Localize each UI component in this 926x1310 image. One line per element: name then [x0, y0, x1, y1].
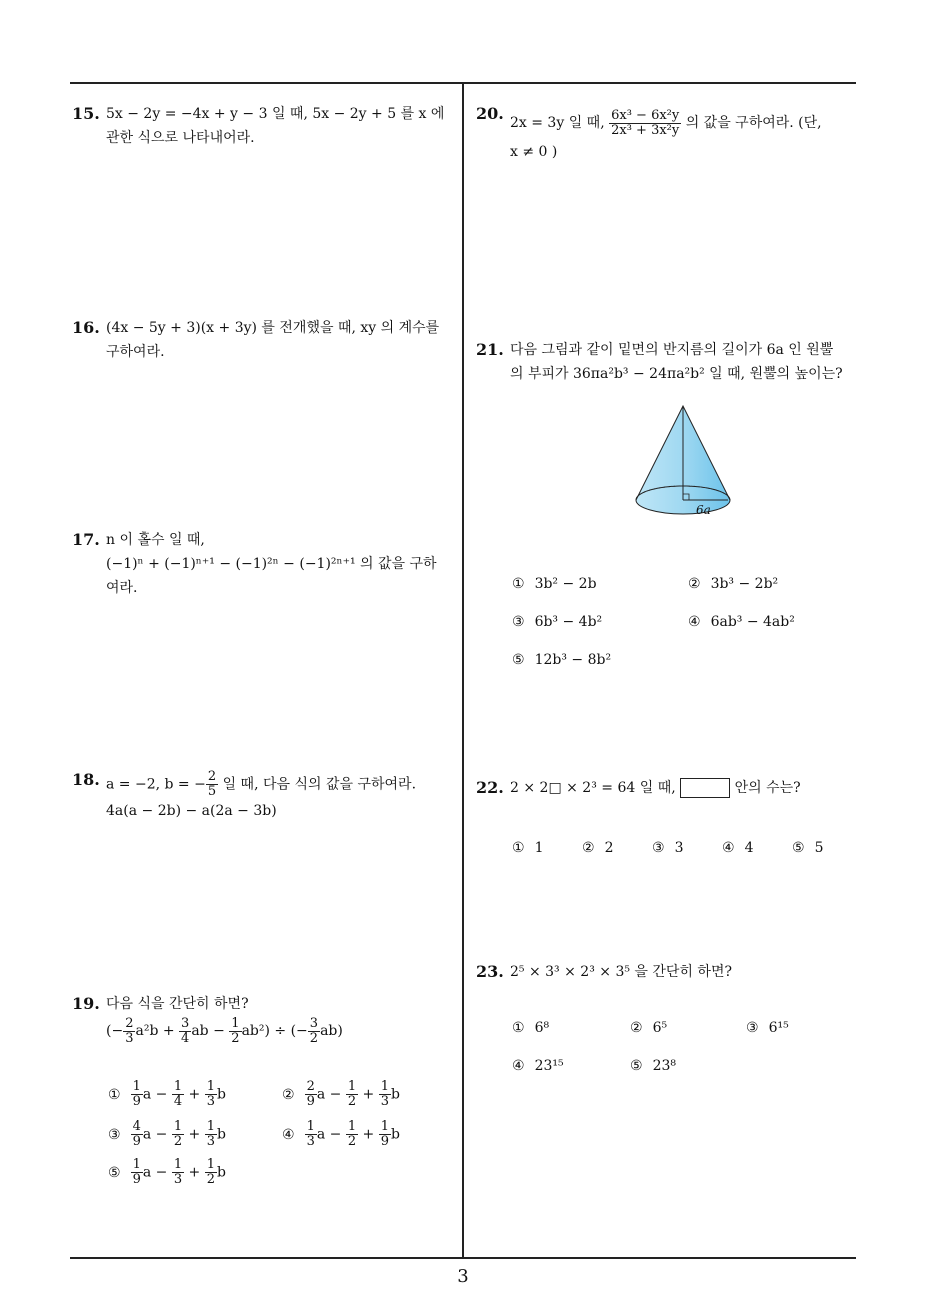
choice-marker: ⑤: [108, 1164, 121, 1181]
fraction: $\frac{1}{3}$: [206, 1079, 216, 1109]
choice-marker: ①: [512, 576, 525, 592]
answer-choice[interactable]: [108, 1158, 226, 1187]
choice-marker: ②: [282, 1086, 295, 1103]
expression: (− $\frac{2}{3}$ a²b + $\frac{3}{4}$ ab − $\frac{1}{2}$ ab²) ÷ (− $\frac{3}{2}$ ab): [106, 1015, 343, 1046]
choice-marker: ③: [652, 840, 665, 856]
answer-choice[interactable]: [630, 1058, 676, 1074]
fraction: $\frac{1}{9}$: [380, 1119, 390, 1149]
problem-text: x ≠ 0 ): [510, 144, 558, 160]
choice-marker: ④: [722, 840, 735, 856]
choice-text: 6¹⁵: [768, 1020, 789, 1036]
problem-text: 구하여라.: [106, 344, 165, 360]
problem-number: 19.: [72, 994, 100, 1013]
problem-number: 23.: [476, 962, 504, 981]
choice-marker: ④: [688, 614, 701, 630]
choice-text: a −: [316, 1126, 346, 1143]
choice-text: 6⁸: [534, 1020, 550, 1036]
fraction: $\frac{1}{9}$: [132, 1079, 141, 1109]
problem-text: 안의 수는?: [730, 780, 801, 796]
fraction: $\frac{2}{9}$: [306, 1079, 315, 1109]
choice-marker: ⑤: [630, 1058, 643, 1074]
fraction: $\frac{1}{2}$: [347, 1079, 357, 1109]
fraction: $\frac{1}{4}$: [173, 1079, 183, 1109]
choice-text: b: [391, 1086, 400, 1103]
answer-choice[interactable]: [512, 1058, 564, 1074]
choice-marker: ①: [512, 840, 525, 856]
radius-label: 6a: [696, 503, 711, 517]
answer-choice[interactable]: [688, 576, 778, 592]
problem-number: 21.: [476, 340, 504, 359]
answer-choice[interactable]: [512, 614, 602, 630]
choice-marker: ⑤: [512, 652, 525, 668]
fraction: $\frac{\text{6x³ − 6x²y}}{\text{2x³ + 3x²y}}$: [611, 107, 680, 138]
answer-choice[interactable]: [746, 1020, 789, 1036]
cone-figure: [630, 400, 740, 525]
choice-text: 3b² − 2b: [534, 576, 597, 592]
problem-text: 2 × 2□ × 2³ = 64 일 때,: [510, 780, 681, 796]
problem-number: 20.: [476, 104, 504, 123]
choice-text: +: [358, 1126, 379, 1143]
choice-marker: ②: [582, 840, 595, 856]
choice-text: 2: [604, 840, 614, 856]
fraction: $\frac{1}{2}$: [206, 1157, 216, 1187]
problem-text: 일 때, 다음 식의 값을 구하여라.: [218, 776, 417, 793]
fraction: $\frac{1}{3}$: [173, 1157, 183, 1187]
problem-text: 여라.: [106, 580, 138, 596]
choice-text: a −: [142, 1086, 172, 1103]
problem-text: a = −2, b = −: [106, 776, 206, 793]
fraction: $\frac{1}{2}$: [347, 1119, 357, 1149]
answer-choice[interactable]: [512, 840, 543, 856]
choice-text: 6ab³ − 4ab²: [710, 614, 795, 630]
problem-number: 18.: [72, 770, 100, 789]
answer-choice[interactable]: [108, 1080, 226, 1109]
choice-text: b: [217, 1086, 226, 1103]
choice-text: 23¹⁵: [534, 1058, 564, 1074]
answer-choice[interactable]: [582, 840, 613, 856]
choice-text: a −: [142, 1126, 172, 1143]
choice-text: b: [217, 1126, 226, 1143]
problem-text: (−1)ⁿ + (−1)ⁿ⁺¹ − (−1)²ⁿ − (−1)²ⁿ⁺¹ 의 값을 구하: [106, 556, 437, 572]
fraction: $\frac{4}{9}$: [132, 1119, 141, 1149]
problem-text: 2⁵ × 3³ × 2³ × 3⁵ 을 간단히 하면?: [510, 964, 732, 980]
problem-text: 관한 식으로 나타내어라.: [106, 130, 255, 146]
choice-text: a −: [142, 1164, 172, 1181]
problem-text: 의 값을 구하여라. (단,: [681, 115, 822, 131]
choice-text: +: [184, 1126, 205, 1143]
problem-text: 5x − 2y = −4x + y − 3 일 때, 5x − 2y + 5 를 x 에: [106, 106, 445, 122]
choice-text: 23⁸: [652, 1058, 676, 1074]
problem-text: 다음 그림과 같이 밑면의 반지름의 길이가 6a 인 원뿔: [510, 342, 834, 358]
choice-text: 6⁵: [652, 1020, 668, 1036]
problem-text: 다음 식을 간단히 하면?: [106, 996, 249, 1012]
choice-marker: ④: [282, 1126, 295, 1143]
choice-text: a −: [316, 1086, 346, 1103]
page-number: 3: [457, 1266, 469, 1287]
problem-text: (4x − 5y + 3)(x + 3y) 를 전개했을 때, xy 의 계수를: [106, 320, 440, 336]
problem-number: 15.: [72, 104, 100, 123]
problem-number: 16.: [72, 318, 100, 337]
fraction: $\frac{1}{9}$: [132, 1157, 141, 1187]
choice-text: 3b³ − 2b²: [710, 576, 779, 592]
choice-marker: ②: [688, 576, 701, 592]
answer-choice[interactable]: [792, 840, 823, 856]
fraction: $\frac{1}{3}$: [206, 1119, 216, 1149]
choice-marker: ③: [512, 614, 525, 630]
choice-text: 6b³ − 4b²: [534, 614, 603, 630]
answer-blank: [680, 778, 730, 798]
expression: 4a(a − 2b) − a(2a − 3b): [106, 803, 277, 819]
choice-text: b: [217, 1164, 226, 1181]
problem-19: [72, 992, 457, 1192]
answer-choice[interactable]: [512, 1020, 549, 1036]
answer-choice[interactable]: [512, 652, 611, 668]
choice-marker: ②: [630, 1020, 643, 1036]
choice-marker: ⑤: [792, 840, 805, 856]
choice-marker: ③: [108, 1126, 121, 1143]
fraction: $\frac{1}{3}$: [380, 1079, 390, 1109]
answer-choice[interactable]: [282, 1080, 400, 1109]
choice-marker: ①: [108, 1086, 121, 1103]
choice-text: 1: [534, 840, 544, 856]
choice-marker: ④: [512, 1058, 525, 1074]
answer-choice[interactable]: [282, 1120, 400, 1149]
answer-choice[interactable]: [722, 840, 753, 856]
answer-choice[interactable]: [688, 614, 795, 630]
choice-text: +: [358, 1086, 379, 1103]
choice-marker: ③: [746, 1020, 759, 1036]
choice-text: b: [391, 1126, 400, 1143]
problem-text: 2x = 3y 일 때,: [510, 115, 610, 131]
fraction: $\frac{1}{2}$: [173, 1119, 183, 1149]
fraction: $\frac{1}{3}$: [306, 1119, 315, 1149]
answer-choice[interactable]: [630, 1020, 667, 1036]
choice-text: +: [184, 1164, 205, 1181]
problem-number: 22.: [476, 778, 504, 797]
answer-choice[interactable]: [652, 840, 683, 856]
answer-choice[interactable]: [512, 576, 597, 592]
choice-text: +: [184, 1086, 205, 1103]
answer-choice[interactable]: [108, 1120, 226, 1149]
problem-text: n 이 홀수 일 때,: [106, 532, 205, 548]
fraction: $\frac{2}{5}$: [207, 769, 217, 799]
choice-text: 12b³ − 8b²: [534, 652, 612, 668]
problem-text: 의 부피가 36πa²b³ − 24πa²b² 일 때, 원뿔의 높이는?: [510, 366, 843, 382]
problem-number: 17.: [72, 530, 100, 549]
choice-text: 3: [674, 840, 684, 856]
choice-marker: ①: [512, 1020, 525, 1036]
choice-text: 4: [744, 840, 754, 856]
choice-text: 5: [814, 840, 824, 856]
column-divider: [462, 82, 464, 1258]
